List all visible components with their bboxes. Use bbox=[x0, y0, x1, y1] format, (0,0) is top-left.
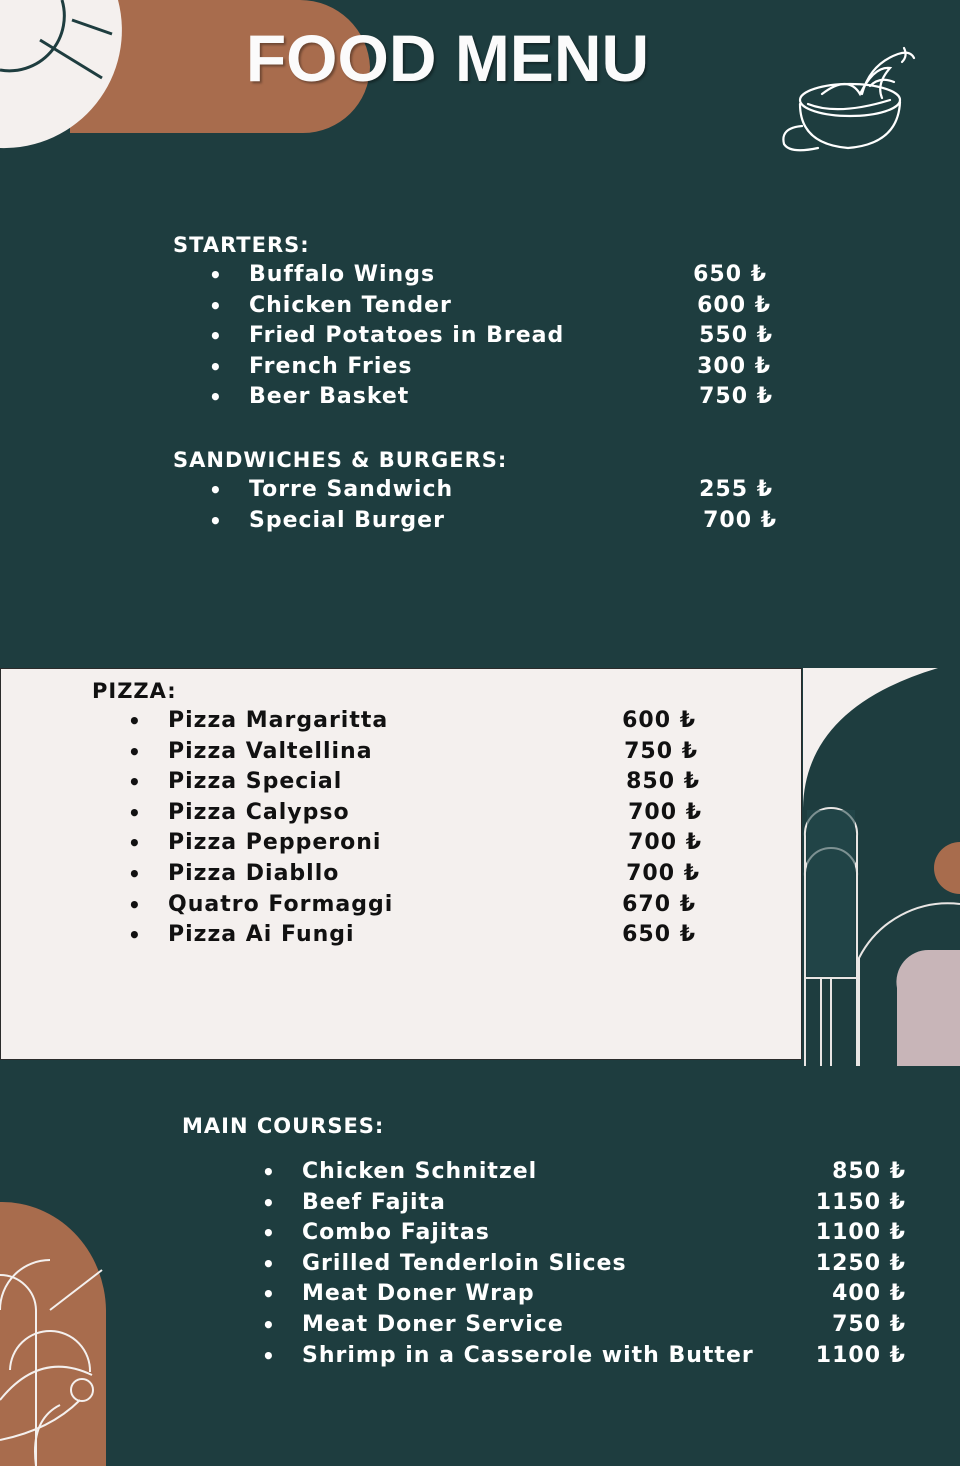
bullet: • bbox=[128, 892, 142, 917]
item-price: 700 ₺ bbox=[628, 799, 702, 825]
item-name: Quatro Formaggi bbox=[168, 891, 394, 917]
item-price: 750 ₺ bbox=[624, 738, 698, 764]
item-price: 650 ₺ bbox=[622, 922, 696, 948]
item-name: Pizza Pepperoni bbox=[168, 830, 382, 856]
item-name: Meat Doner Wrap bbox=[302, 1281, 535, 1307]
item-name: Chicken Tender bbox=[249, 292, 452, 318]
list-item bbox=[182, 1310, 922, 1341]
bullet: • bbox=[209, 324, 223, 349]
list-item bbox=[182, 1188, 922, 1219]
bullet: • bbox=[209, 263, 223, 287]
bullet: • bbox=[262, 1221, 276, 1246]
item-price: 700 ₺ bbox=[626, 860, 700, 886]
item-price: 850 ₺ bbox=[626, 769, 700, 795]
item-price: 600 ₺ bbox=[622, 708, 696, 733]
item-name: Beef Fajita bbox=[302, 1189, 446, 1215]
item-price: 300 ₺ bbox=[697, 353, 771, 379]
list-item bbox=[92, 737, 712, 768]
list-item bbox=[92, 767, 712, 798]
starters-title: STARTERS: bbox=[173, 233, 310, 257]
item-name: Shrimp in a Casserole with Butter bbox=[302, 1342, 754, 1368]
pizza-title: PIZZA: bbox=[92, 679, 177, 703]
bullet: • bbox=[209, 354, 223, 379]
item-price: 1250 ₺ bbox=[815, 1250, 906, 1276]
item-name: Pizza Margaritta bbox=[168, 708, 389, 733]
item-name: Torre Sandwich bbox=[249, 477, 454, 502]
item-price: 600 ₺ bbox=[697, 292, 771, 318]
sandwiches-section bbox=[173, 445, 793, 536]
item-name: Grilled Tenderloin Slices bbox=[302, 1250, 627, 1276]
item-name: Special Burger bbox=[249, 507, 445, 533]
bullet: • bbox=[128, 831, 142, 856]
item-name: Pizza Ai Fungi bbox=[168, 922, 355, 948]
list-item bbox=[92, 920, 712, 951]
list-item bbox=[173, 382, 793, 413]
bullet: • bbox=[262, 1190, 276, 1215]
item-price: 650 ₺ bbox=[693, 262, 767, 287]
item-name: Buffalo Wings bbox=[249, 262, 436, 287]
bullet: • bbox=[128, 800, 142, 825]
item-price: 850 ₺ bbox=[832, 1159, 906, 1184]
main-courses-section bbox=[182, 1111, 922, 1371]
item-price: 1100 ₺ bbox=[815, 1220, 906, 1246]
item-name: Pizza Calypso bbox=[168, 799, 350, 825]
item-price: 670 ₺ bbox=[622, 891, 696, 917]
bottom-left-decoration bbox=[0, 1200, 110, 1466]
item-price: 750 ₺ bbox=[699, 384, 773, 410]
item-price: 1100 ₺ bbox=[815, 1342, 906, 1368]
item-name: French Fries bbox=[249, 353, 413, 379]
list-item bbox=[92, 828, 712, 859]
list-item bbox=[92, 890, 712, 921]
list-item bbox=[182, 1341, 922, 1372]
bullet: • bbox=[262, 1251, 276, 1276]
list-item bbox=[92, 859, 712, 890]
item-name: Combo Fajitas bbox=[302, 1220, 490, 1246]
list-item bbox=[182, 1249, 922, 1280]
bullet: • bbox=[128, 770, 142, 795]
pizza-section bbox=[92, 676, 712, 951]
bullet: • bbox=[209, 478, 223, 502]
list-item bbox=[92, 706, 712, 737]
bullet: • bbox=[262, 1343, 276, 1368]
item-name: Pizza Special bbox=[168, 769, 343, 795]
item-name: Pizza Diabllo bbox=[168, 860, 340, 886]
bullet: • bbox=[128, 923, 142, 948]
bullet: • bbox=[128, 709, 142, 733]
item-name: Fried Potatoes in Bread bbox=[249, 323, 565, 349]
bullet: • bbox=[209, 293, 223, 318]
bullet: • bbox=[209, 508, 223, 533]
bullet: • bbox=[262, 1312, 276, 1337]
list-item bbox=[173, 506, 793, 537]
main-courses-title: MAIN COURSES: bbox=[182, 1114, 385, 1138]
item-price: 700 ₺ bbox=[703, 507, 777, 533]
bullet: • bbox=[262, 1160, 276, 1184]
bullet: • bbox=[128, 739, 142, 764]
list-item bbox=[173, 321, 793, 352]
item-name: Meat Doner Service bbox=[302, 1311, 564, 1337]
page-title: FOOD MENU bbox=[245, 21, 650, 95]
bullet: • bbox=[209, 385, 223, 410]
list-item bbox=[182, 1279, 922, 1310]
item-price: 550 ₺ bbox=[699, 323, 773, 349]
item-price: 255 ₺ bbox=[699, 477, 773, 502]
list-item bbox=[173, 475, 793, 506]
list-item bbox=[173, 291, 793, 322]
list-item bbox=[182, 1157, 922, 1188]
item-price: 400 ₺ bbox=[832, 1281, 906, 1307]
bullet: • bbox=[128, 861, 142, 886]
bullet: • bbox=[262, 1282, 276, 1307]
list-item bbox=[92, 798, 712, 829]
arch-decoration bbox=[803, 668, 960, 1066]
list-item bbox=[173, 352, 793, 383]
list-item bbox=[173, 260, 793, 291]
item-price: 1150 ₺ bbox=[815, 1189, 906, 1215]
starters-section bbox=[173, 230, 793, 413]
item-name: Beer Basket bbox=[249, 384, 410, 410]
list-item bbox=[182, 1218, 922, 1249]
item-price: 700 ₺ bbox=[628, 830, 702, 856]
sandwiches-title: SANDWICHES & BURGERS: bbox=[173, 448, 508, 472]
item-name: Chicken Schnitzel bbox=[302, 1159, 538, 1184]
item-price: 750 ₺ bbox=[832, 1311, 906, 1337]
item-name: Pizza Valtellina bbox=[168, 738, 373, 764]
